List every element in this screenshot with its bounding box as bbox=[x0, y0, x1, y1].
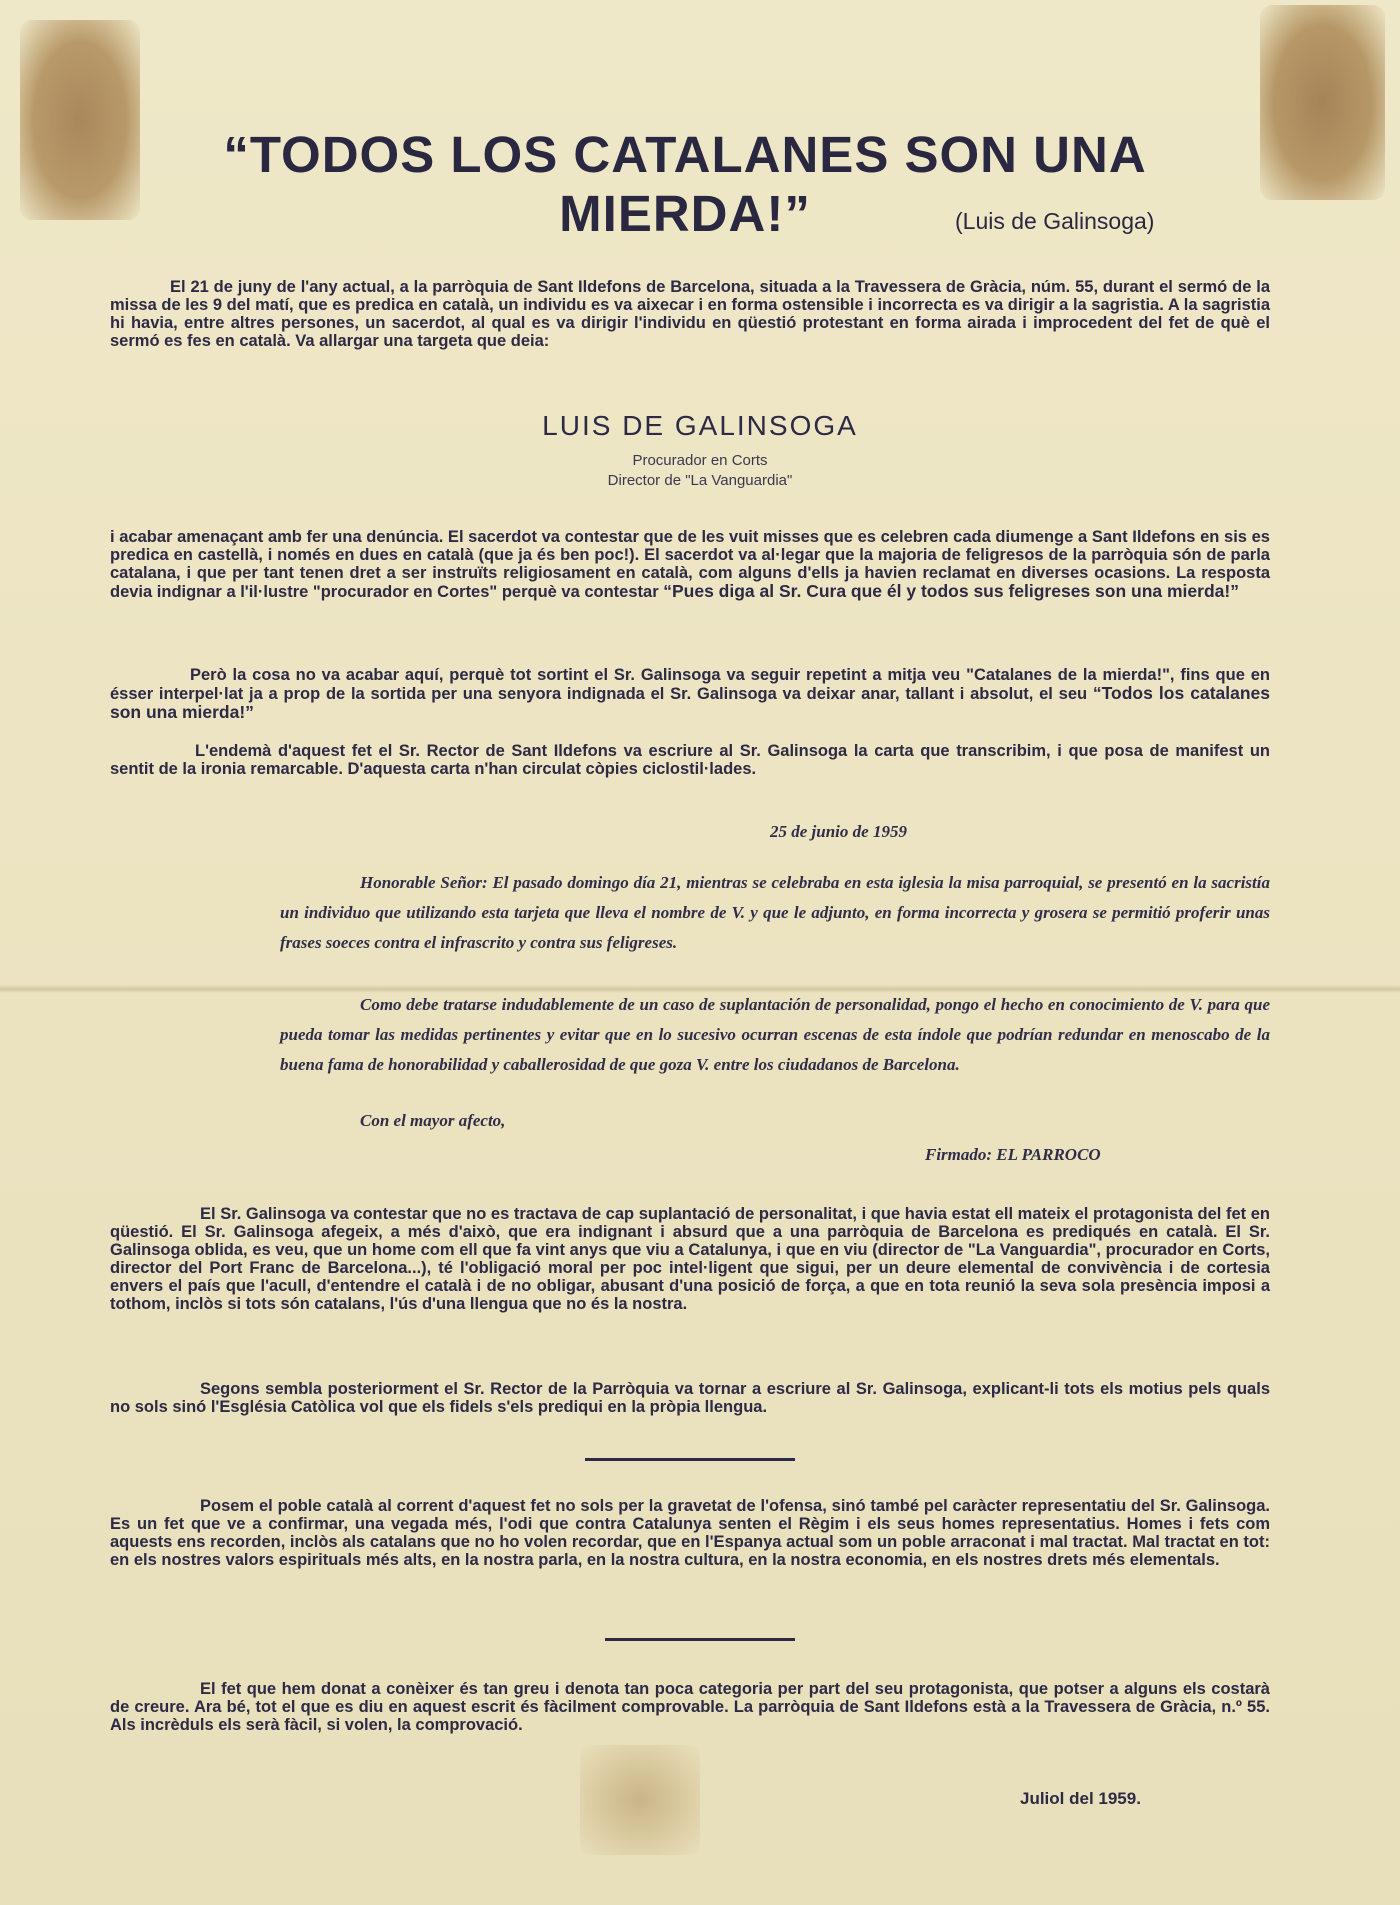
document-title: “TODOS LOS CATALANES SON UNA MIERDA!” bbox=[223, 126, 1147, 242]
quote-emphasis: “Pues diga al Sr. Cura que él y todos sus feligreses son una mierda!” bbox=[663, 581, 1239, 601]
letter-date: 25 de junio de 1959 bbox=[770, 822, 907, 841]
paragraph-3 bbox=[110, 666, 1270, 722]
letter-paragraph-2: Como debe tratarse indudablemente de un caso de suplantación de personalidad, pongo el hecho en conocimiento de V. para que pueda tomar las medidas pertinentes y evitar que en lo sucesivo ocurran escenas de esta índole que podrían redundar en menoscabo de la buena fama de honorabilidad y caballerosidad de que goza V. entre los ciudadanos de Barcelona. bbox=[280, 995, 1270, 1074]
paragraph-2 bbox=[110, 528, 1270, 601]
paragraph-3-text: Però la cosa no va acabar aquí, perquè tot sortint el Sr. Galinsoga va seguir repetint a mitja veu "Catalanes de la mierda!", fins que en ésser interpel·lat ja a prop de la sortida per una senyora indignada el Sr. Galinsoga va deixar anar, tallant i absolut, el seu bbox=[110, 666, 1270, 703]
footer-date: Juliol del 1959. bbox=[1020, 1789, 1141, 1808]
intro-paragraph: El 21 de juny de l'any actual, a la parròquia de Sant Ildefons de Barcelona, situada a la Travessera de Gràcia, núm. 55, durant el sermó de la missa de les 9 del matí, que es predica en català, un individu es va aixecar i en forma ostensible i incorrecta es va dirigir a la sagristia. A la sagristia hi havia, entre altres persones, un sacerdot, al qual es va dirigir l'individu en qüestió protestant en forma airada i improcedent del fet de què el sermó es fes en català. Va allargar una targeta que deia: bbox=[110, 278, 1270, 350]
stain-mark bbox=[1260, 5, 1385, 200]
card-name: LUIS DE GALINSOGA bbox=[542, 410, 858, 441]
paragraph-5: El Sr. Galinsoga va contestar que no es tractava de cap suplantació de personalitat, i que havia estat ell mateix el protagonista del fet en qüestió. El Sr. Galinsoga afegeix, a més d'això, que era indignant i absurd que a una parròquia de Barcelona es prediqués en català. El Sr. Galinsoga oblida, es veu, que un home com ell que fa vint anys que viu a Catalunya, i que en viu (director de "La Vanguardia", procurador en Corts, director del Port Franc de Barcelona...), té l'obligació moral per poc intel·ligent que sigui, per un deure elemental de convivència i de cortesia envers el país que l'acull, d'entendre el català i de no obligar, abusant d'una posició de força, a que en tota reunió la seva sola presència imposi a tothom, inclòs si tots són catalans, l'ús d'una llengua que no és la nostra. bbox=[110, 1205, 1270, 1313]
quote-emphasis: “Todos los catalanes son una mierda!” bbox=[110, 683, 1270, 722]
letter-paragraph-1: Honorable Señor: El pasado domingo día 21, mientras se celebraba en esta iglesia la misa parroquial, se presentó en la sacristía un individuo que utilizando esta tarjeta que lleva el nombre de V. y que le adjunto, en forma incorrecta y grosera se permitió proferir unas frases soeces contra el infrascrito y contra sus feligreses. bbox=[280, 873, 1270, 952]
title-attribution: (Luis de Galinsoga) bbox=[955, 208, 1155, 234]
card-line-2: Director de "La Vanguardia" bbox=[607, 472, 793, 489]
paragraph-4: L'endemà d'aquest fet el Sr. Rector de Sant Ildefons va escriure al Sr. Galinsoga la carta que transcribim, i que posa de manifest un sentit de la ironia remarcable. D'aquesta carta n'han circulat còpies ciclostil·lades. bbox=[110, 742, 1270, 778]
section-divider bbox=[605, 1638, 795, 1641]
paragraph-2-text: i acabar amenaçant amb fer una denúncia. El sacerdot va contestar que de les vuit misses que es celebren cada diumenge a Sant Ildefons en sis es predica en castellà, i només en dues en català (que ja és ben poc!). El sacerdot va al·legar que la majoria de feligresos de la parròquia són de parla catalana, i que per tant tenen dret a ser instruïts religiosament en català, com alguns d'ells ja havien reclamat en diverses ocasions. La resposta devia indignar a l'il·lustre "procurador en Cortes" perquè va contestar bbox=[110, 528, 1270, 601]
card-line-1: Procurador en Corts bbox=[632, 452, 768, 469]
paragraph-7: Posem el poble català al corrent d'aquest fet no sols per la gravetat de l'ofensa, sinó també pel caràcter representatiu del Sr. Galinsoga. Es un fet que ve a confirmar, una vegada més, l'odi que contra Catalunya senten el Règim i els seus homes representatius. Homes i fets com aquests ens recorden, inclòs als catalans que no ho volen recordar, que en l'Espanya actual som un poble arraconat i mal tractat. Mal tractat en tot: en els nostres valors espirituals més alts, en la nostra parla, en la nostra cultura, en la nostra economia, en els nostres drets més elementals. bbox=[110, 1497, 1270, 1569]
letter-closing: Con el mayor afecto, bbox=[360, 1111, 506, 1130]
section-divider bbox=[585, 1458, 795, 1461]
stain-mark bbox=[580, 1745, 700, 1855]
letter-signature: Firmado: EL PARROCO bbox=[925, 1145, 1101, 1164]
paragraph-8: El fet que hem donat a conèixer és tan greu i denota tan poca categoria per part del seu protagonista, que potser a alguns els costarà de creure. Ara bé, tot el que es diu en aquest escrit és fàcilment comprovable. La parròquia de Sant Ildefons està a la Travessera de Gràcia, n.º 55. Als incrèduls els serà fàcil, si volen, la comprovació. bbox=[110, 1680, 1270, 1734]
paragraph-6: Segons sembla posteriorment el Sr. Rector de la Parròquia va tornar a escriure al Sr. Galinsoga, explicant-li tots els motius pels quals no sols sinó l'Església Catòlica vol que els fidels s'els prediqui en la pròpia llengua. bbox=[110, 1380, 1270, 1416]
